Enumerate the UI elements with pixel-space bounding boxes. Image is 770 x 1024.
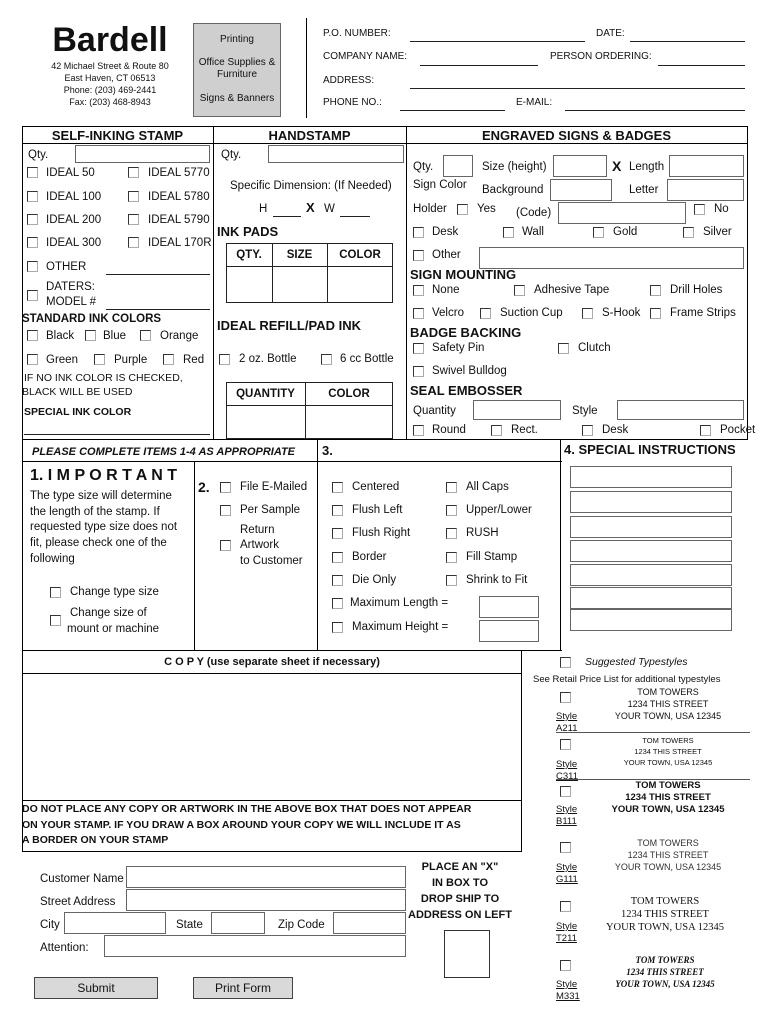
si-ideal300-checkbox[interactable] (27, 237, 38, 248)
ink-pads-color-cell[interactable] (328, 267, 392, 302)
hs-qty-input[interactable] (268, 145, 404, 163)
si-daters-label: DATERS: (46, 281, 95, 293)
typestyles-title: Suggested Typestyles (585, 656, 688, 668)
style-b111-label: Style (556, 804, 578, 815)
special-instructions-line-4[interactable] (570, 540, 732, 562)
style-b111-code: B111 (556, 816, 577, 827)
opt-all-caps-checkbox[interactable] (446, 482, 457, 493)
opt-border-label: Border (352, 551, 387, 563)
address-label: ADDRESS: (323, 75, 375, 86)
refill-header-line (226, 405, 393, 406)
grid-header-bottom (22, 143, 748, 144)
eng-holder-yes-checkbox[interactable] (457, 204, 468, 215)
si-model-label: MODEL # (46, 296, 97, 308)
important-text-2: the length of the stamp. If (30, 506, 160, 518)
si-ideal5780-label: IDEAL 5780 (148, 191, 210, 203)
style-c311-sample-3: YOUR TOWN, USA 12345 (623, 758, 713, 767)
backing-clutch-checkbox[interactable] (558, 343, 569, 354)
si-ideal5790-label: IDEAL 5790 (148, 214, 210, 226)
change-mount-size-label-1: Change size of (70, 607, 147, 619)
grid-copy-right (521, 650, 522, 852)
opt-flush-left-checkbox[interactable] (332, 505, 343, 516)
mount-frame-label: Frame Strips (670, 307, 736, 319)
eng-letter-input[interactable] (667, 179, 744, 201)
ink-pads-color-header: COLOR (339, 249, 381, 261)
eng-other-input[interactable] (479, 247, 744, 269)
seal-round-checkbox[interactable] (413, 425, 424, 436)
drop-ship-box[interactable] (444, 930, 490, 978)
drop-ship-text-4: ADDRESS ON LEFT (408, 909, 512, 921)
opt-die-only-checkbox[interactable] (332, 575, 343, 586)
eng-code-input[interactable] (558, 202, 686, 224)
style-b111-checkbox[interactable] (560, 786, 571, 797)
si-ideal50-label: IDEAL 50 (46, 167, 95, 179)
color-purple-label: Purple (114, 354, 148, 366)
eng-size-label: Size (height) (482, 161, 547, 173)
backing-safety-label: Safety Pin (432, 342, 485, 354)
color-purple-checkbox[interactable] (94, 354, 105, 365)
special-instructions-line-2[interactable] (570, 491, 732, 513)
eng-wall-label: Wall (522, 226, 544, 238)
eng-holder-yes-label: Yes (477, 203, 496, 215)
eng-sign-color-label: Sign Color (413, 179, 467, 191)
style-g111-sample-2: 1234 THIS STREET (627, 850, 709, 860)
opt-rush-checkbox[interactable] (446, 528, 457, 539)
important-title: 1. I M P O R T A N T (30, 467, 177, 484)
seal-desk-label: Desk (602, 424, 629, 436)
no-color-note-1: IF NO INK COLOR IS CHECKED, (24, 372, 183, 384)
copy-area[interactable] (23, 674, 520, 799)
eng-code-label: (Code) (516, 207, 552, 219)
mount-velcro-label: Velcro (432, 307, 464, 319)
return-artwork-checkbox[interactable] (220, 540, 231, 551)
si-ideal200-checkbox[interactable] (27, 214, 38, 225)
si-ideal5770-checkbox[interactable] (128, 167, 139, 178)
si-ideal200-label: IDEAL 200 (46, 214, 102, 226)
style-t211-sample-2: 1234 THIS STREET (621, 909, 709, 920)
po-number-field[interactable] (410, 41, 585, 42)
special-ink-color-label: SPECIAL INK COLOR (24, 406, 132, 418)
eng-background-label: Background (482, 184, 544, 196)
special-ink-color-field[interactable] (24, 434, 210, 435)
mount-drill-checkbox[interactable] (650, 285, 661, 296)
bottle-2oz-label: 2 oz. Bottle (239, 353, 297, 365)
si-ideal170r-label: IDEAL 170R (148, 237, 212, 249)
phone-label: PHONE NO.: (323, 97, 382, 108)
customer-name-label: Customer Name (40, 873, 124, 885)
backing-swivel-checkbox[interactable] (413, 366, 424, 377)
si-ideal100-label: IDEAL 100 (46, 191, 102, 203)
style-a211-sample-1: TOM TOWERS (637, 687, 699, 697)
opt-die-only-label: Die Only (352, 574, 397, 586)
style-a211-checkbox[interactable] (560, 692, 571, 703)
city-input[interactable] (64, 912, 166, 934)
hs-x-label: X (306, 200, 315, 215)
return-artwork-label-1: Return (240, 524, 275, 536)
style-a211-sample-2: 1234 THIS STREET (627, 699, 709, 709)
mount-velcro-checkbox[interactable] (413, 308, 424, 319)
si-ideal5780-checkbox[interactable] (128, 191, 139, 202)
seal-rect-label: Rect. (511, 424, 538, 436)
important-text-4: fit, please check one of the (30, 537, 167, 549)
file-emailed-label: File E-Mailed (240, 481, 308, 493)
person-ordering-label: PERSON ORDERING: (550, 51, 652, 62)
si-daters-checkbox[interactable] (27, 290, 38, 301)
seal-round-label: Round (432, 424, 466, 436)
opt-flush-right-label: Flush Right (352, 527, 411, 539)
seal-style-input[interactable] (617, 400, 744, 420)
item2-heading: 2. (198, 479, 210, 495)
opt-shrink-checkbox[interactable] (446, 575, 457, 586)
special-instructions-line-5[interactable] (570, 564, 732, 586)
engraved-title: ENGRAVED SIGNS & BADGES (481, 128, 671, 143)
phone-field[interactable] (400, 110, 505, 111)
important-text-5: following (30, 553, 75, 565)
si-model-field[interactable] (106, 309, 210, 310)
eng-qty-label: Qty. (413, 161, 434, 173)
color-orange-label: Orange (160, 330, 199, 342)
bottle-6cc-label: 6 cc Bottle (340, 353, 394, 365)
mount-adhesive-checkbox[interactable] (514, 285, 525, 296)
style-divider-1 (556, 732, 750, 733)
style-g111-code: G111 (556, 874, 578, 885)
max-length-input[interactable] (479, 596, 539, 618)
style-m331-label: Style (556, 979, 578, 990)
style-t211-checkbox[interactable] (560, 901, 571, 912)
style-c311-sample-1: TOM TOWERS (642, 736, 694, 745)
company-address-1: 42 Michael Street & Route 80 (51, 61, 169, 71)
city-label: City (40, 919, 60, 931)
max-height-checkbox[interactable] (332, 622, 343, 633)
eng-holder-no-checkbox[interactable] (694, 204, 705, 215)
max-length-checkbox[interactable] (332, 598, 343, 609)
std-ink-colors-title: STANDARD INK COLORS (22, 313, 162, 325)
style-a211-code: A211 (556, 723, 578, 734)
style-t211-sample-1: TOM TOWERS (630, 896, 700, 907)
color-green-checkbox[interactable] (27, 354, 38, 365)
service-office-text: Office Supplies & Furniture (198, 57, 276, 80)
opt-upper-lower-checkbox[interactable] (446, 505, 457, 516)
grid-mid2 (22, 461, 562, 462)
seal-style-label: Style (572, 405, 598, 417)
return-artwork-label-3: to Customer (240, 555, 303, 567)
attention-input[interactable] (104, 935, 406, 957)
typestyles-note: See Retail Price List for additional typestyles (533, 674, 721, 685)
eng-holder-label: Holder (413, 203, 447, 215)
style-a211-label: Style (556, 711, 578, 722)
mount-none-checkbox[interactable] (413, 285, 424, 296)
style-m331-checkbox[interactable] (560, 960, 571, 971)
si-other-checkbox[interactable] (27, 261, 38, 272)
bottle-2oz-checkbox[interactable] (219, 354, 230, 365)
seal-quantity-input[interactable] (473, 400, 561, 420)
hs-dimension-label: Specific Dimension: (If Needed) (230, 180, 392, 192)
style-c311-checkbox[interactable] (560, 739, 571, 750)
per-sample-checkbox[interactable] (220, 505, 231, 516)
handstamp-title: HANDSTAMP (268, 128, 351, 143)
color-black-label: Black (46, 330, 75, 342)
eng-qty-input[interactable] (443, 155, 473, 177)
eng-desk-checkbox[interactable] (413, 227, 424, 238)
street-address-label: Street Address (40, 896, 116, 908)
mount-shook-checkbox[interactable] (582, 308, 593, 319)
refill-title: IDEAL REFILL/PAD INK (217, 318, 361, 333)
opt-border-checkbox[interactable] (332, 552, 343, 563)
company-phone: Phone: (203) 469-2441 (63, 85, 157, 95)
complete-items-heading: PLEASE COMPLETE ITEMS 1-4 AS APPROPRIATE (32, 446, 296, 458)
style-g111-sample-1: TOM TOWERS (637, 838, 699, 848)
important-text-1: The type size will determine (30, 490, 172, 502)
color-orange-checkbox[interactable] (140, 330, 151, 341)
eng-length-label: Length (629, 161, 665, 173)
customer-name-input[interactable] (126, 866, 406, 888)
si-ideal5790-checkbox[interactable] (128, 214, 139, 225)
grid-copy-bottom (22, 851, 522, 852)
company-name-label: COMPANY NAME: (323, 51, 408, 62)
max-height-input[interactable] (479, 620, 539, 642)
date-field[interactable] (630, 41, 745, 42)
seal-pocket-checkbox[interactable] (700, 425, 711, 436)
copy-title: C O P Y (use separate sheet if necessary) (164, 656, 380, 668)
opt-upper-lower-label: Upper/Lower (466, 504, 532, 516)
si-ideal5770-label: IDEAL 5770 (148, 167, 210, 179)
drop-ship-text-1: PLACE AN "X" (421, 861, 499, 873)
style-b111-sample-3: YOUR TOWN, USA 12345 (611, 804, 725, 815)
sign-mounting-title: SIGN MOUNTING (410, 267, 517, 282)
copy-warning-3: A BORDER ON YOUR STAMP (22, 834, 169, 846)
person-ordering-field[interactable] (658, 65, 745, 66)
style-b111-sample-2: 1234 THIS STREET (625, 792, 711, 803)
style-m331-sample-3: YOUR TOWN, USA 12345 (615, 979, 715, 989)
self-inking-title: SELF-INKING STAMP (51, 128, 184, 143)
color-black-checkbox[interactable] (27, 330, 38, 341)
email-field[interactable] (565, 110, 745, 111)
grid-col3 (317, 439, 318, 650)
return-artwork-label-2: Artwork (240, 539, 279, 551)
state-input[interactable] (211, 912, 265, 934)
eng-silver-checkbox[interactable] (683, 227, 694, 238)
eng-desk-label: Desk (432, 226, 459, 238)
eng-holder-no-label: No (714, 203, 729, 215)
si-ideal100-checkbox[interactable] (27, 191, 38, 202)
opt-shrink-label: Shrink to Fit (466, 574, 528, 586)
mount-shook-label: S-Hook (602, 307, 641, 319)
print-form-button[interactable]: Print Form (193, 977, 293, 999)
style-m331-sample-2: 1234 THIS STREET (626, 967, 704, 977)
style-g111-checkbox[interactable] (560, 842, 571, 853)
grid-right (747, 126, 748, 439)
special-instructions-title: 4. SPECIAL INSTRUCTIONS (564, 442, 736, 457)
company-fax: Fax: (203) 468-8943 (69, 97, 151, 107)
opt-all-caps-label: All Caps (466, 481, 509, 493)
color-blue-checkbox[interactable] (85, 330, 96, 341)
max-height-label: Maximum Height = (352, 621, 449, 633)
header-divider (306, 18, 307, 118)
eng-silver-label: Silver (703, 226, 732, 238)
seal-quantity-label: Quantity (413, 405, 456, 417)
change-mount-size-label-2: mount or machine (67, 623, 160, 635)
eng-background-input[interactable] (550, 179, 612, 201)
seal-rect-checkbox[interactable] (491, 425, 502, 436)
color-red-label: Red (183, 354, 205, 366)
state-label: State (176, 919, 203, 931)
eng-gold-checkbox[interactable] (593, 227, 604, 238)
si-qty-input[interactable] (75, 145, 210, 163)
si-other-field[interactable] (106, 274, 210, 275)
bottle-6cc-checkbox[interactable] (321, 354, 332, 365)
style-t211-sample-3: YOUR TOWN, USA 12345 (605, 922, 725, 933)
opt-flush-right-checkbox[interactable] (332, 528, 343, 539)
color-blue-label: Blue (103, 330, 127, 342)
refill-quantity-header: QUANTITY (236, 388, 295, 400)
grid-copy-top (22, 650, 562, 651)
si-ideal50-checkbox[interactable] (27, 167, 38, 178)
color-green-label: Green (46, 354, 78, 366)
refill-color-header: COLOR (328, 388, 370, 400)
grid-col2 (406, 126, 407, 439)
opt-centered-checkbox[interactable] (332, 482, 343, 493)
hs-w-field[interactable] (340, 216, 370, 217)
si-other-label: OTHER (46, 261, 87, 273)
style-a211-sample-3: YOUR TOWN, USA 12345 (614, 711, 722, 721)
style-m331-code: M331 (556, 991, 580, 1002)
street-address-input[interactable] (126, 889, 406, 911)
style-m331-sample-1: TOM TOWERS (635, 955, 695, 965)
opt-flush-left-label: Flush Left (352, 504, 403, 516)
hs-qty-label: Qty. (221, 149, 242, 161)
badge-backing-title: BADGE BACKING (410, 325, 522, 340)
zip-input[interactable] (333, 912, 406, 934)
drop-ship-text-3: DROP SHIP TO (420, 893, 500, 905)
special-instructions-line-3[interactable] (570, 516, 732, 538)
backing-swivel-label: Swivel Bulldog (432, 365, 507, 377)
ink-pads-qty-cell[interactable] (227, 267, 271, 302)
seal-desk-checkbox[interactable] (582, 425, 593, 436)
copy-warning-2: ON YOUR STAMP. IF YOU DRAW A BOX AROUND YOUR COPY WE WILL INCLUDE IT AS (22, 819, 461, 831)
service-signs: Signs & Banners (199, 93, 275, 104)
change-type-size-checkbox[interactable] (50, 587, 61, 598)
hs-h-field[interactable] (273, 216, 301, 217)
special-instructions-line-7[interactable] (570, 609, 732, 631)
item3-heading: 3. (322, 443, 333, 458)
ink-pads-title: INK PADS (217, 224, 279, 239)
submit-button[interactable]: Submit (34, 977, 158, 999)
email-label: E-MAIL: (516, 97, 553, 108)
style-b111-sample-1: TOM TOWERS (635, 780, 701, 791)
special-instructions-line-1[interactable] (570, 466, 732, 488)
si-qty-label: Qty. (28, 149, 49, 161)
color-red-checkbox[interactable] (163, 354, 174, 365)
si-ideal170r-checkbox[interactable] (128, 237, 139, 248)
change-mount-size-checkbox[interactable] (50, 615, 61, 626)
change-type-size-label: Change type size (70, 586, 159, 598)
grid-col5 (194, 461, 195, 650)
ink-pads-qty-header: QTY. (236, 249, 262, 261)
grid-top (22, 126, 748, 127)
grid-col4 (560, 439, 561, 650)
opt-centered-label: Centered (352, 481, 400, 493)
mount-adhesive-label: Adhesive Tape (534, 284, 610, 296)
zip-label: Zip Code (278, 919, 325, 931)
eng-length-input[interactable] (669, 155, 744, 177)
mount-drill-label: Drill Holes (670, 284, 723, 296)
company-address-2: East Haven, CT 06513 (64, 73, 156, 83)
service-office (193, 57, 281, 81)
eng-x-label: X (612, 158, 622, 174)
mount-suction-checkbox[interactable] (480, 308, 491, 319)
opt-rush-label: RUSH (466, 527, 499, 539)
grid-col1 (213, 126, 214, 439)
grid-warning-top (22, 800, 522, 801)
style-c311-sample-2: 1234 THIS STREET (634, 747, 702, 756)
seal-pocket-label: Pocket (720, 424, 756, 436)
style-g111-sample-3: YOUR TOWN, USA 12345 (614, 862, 722, 872)
backing-clutch-label: Clutch (578, 342, 611, 354)
backing-safety-checkbox[interactable] (413, 343, 424, 354)
company-name-field[interactable] (420, 65, 538, 66)
copy-warning-1: DO NOT PLACE ANY COPY OR ARTWORK IN THE ABOVE BOX THAT DOES NOT APPEAR (22, 803, 472, 815)
per-sample-label: Per Sample (240, 504, 301, 516)
eng-other-label: Other (432, 249, 461, 261)
date-label: DATE: (596, 28, 625, 39)
file-emailed-checkbox[interactable] (220, 482, 231, 493)
eng-other-checkbox[interactable] (413, 250, 424, 261)
max-length-label: Maximum Length = (350, 597, 449, 609)
opt-fill-stamp-checkbox[interactable] (446, 552, 457, 563)
si-ideal300-label: IDEAL 300 (46, 237, 102, 249)
eng-wall-checkbox[interactable] (503, 227, 514, 238)
typestyles-checkbox[interactable] (560, 657, 571, 668)
attention-label: Attention: (40, 942, 89, 954)
important-text-3: requested type size does not (30, 521, 178, 533)
company-name: Bardell (52, 21, 168, 59)
hs-h-label: H (259, 203, 268, 215)
style-g111-label: Style (556, 862, 578, 873)
ink-pads-size-cell[interactable] (273, 267, 326, 302)
po-number-label: P.O. NUMBER: (323, 28, 391, 39)
seal-embosser-title: SEAL EMBOSSER (410, 383, 523, 398)
mount-frame-checkbox[interactable] (650, 308, 661, 319)
ink-pads-size-header: SIZE (286, 249, 313, 261)
address-field[interactable] (410, 88, 745, 89)
mount-none-label: None (432, 284, 460, 296)
style-c311-label: Style (556, 759, 578, 770)
hs-w-label: W (324, 203, 335, 215)
eng-letter-label: Letter (629, 184, 659, 196)
eng-size-input[interactable] (553, 155, 607, 177)
grid-mid (22, 439, 748, 440)
no-color-note-2: BLACK WILL BE USED (22, 386, 133, 398)
drop-ship-text-2: IN BOX TO (431, 877, 489, 889)
style-c311-code: C311 (556, 771, 579, 782)
mount-suction-label: Suction Cup (500, 307, 563, 319)
service-printing: Printing (220, 34, 254, 45)
style-t211-code: T211 (556, 933, 577, 944)
eng-gold-label: Gold (613, 226, 638, 238)
style-t211-label: Style (556, 921, 578, 932)
special-instructions-line-6[interactable] (570, 587, 732, 609)
opt-fill-stamp-label: Fill Stamp (466, 551, 518, 563)
